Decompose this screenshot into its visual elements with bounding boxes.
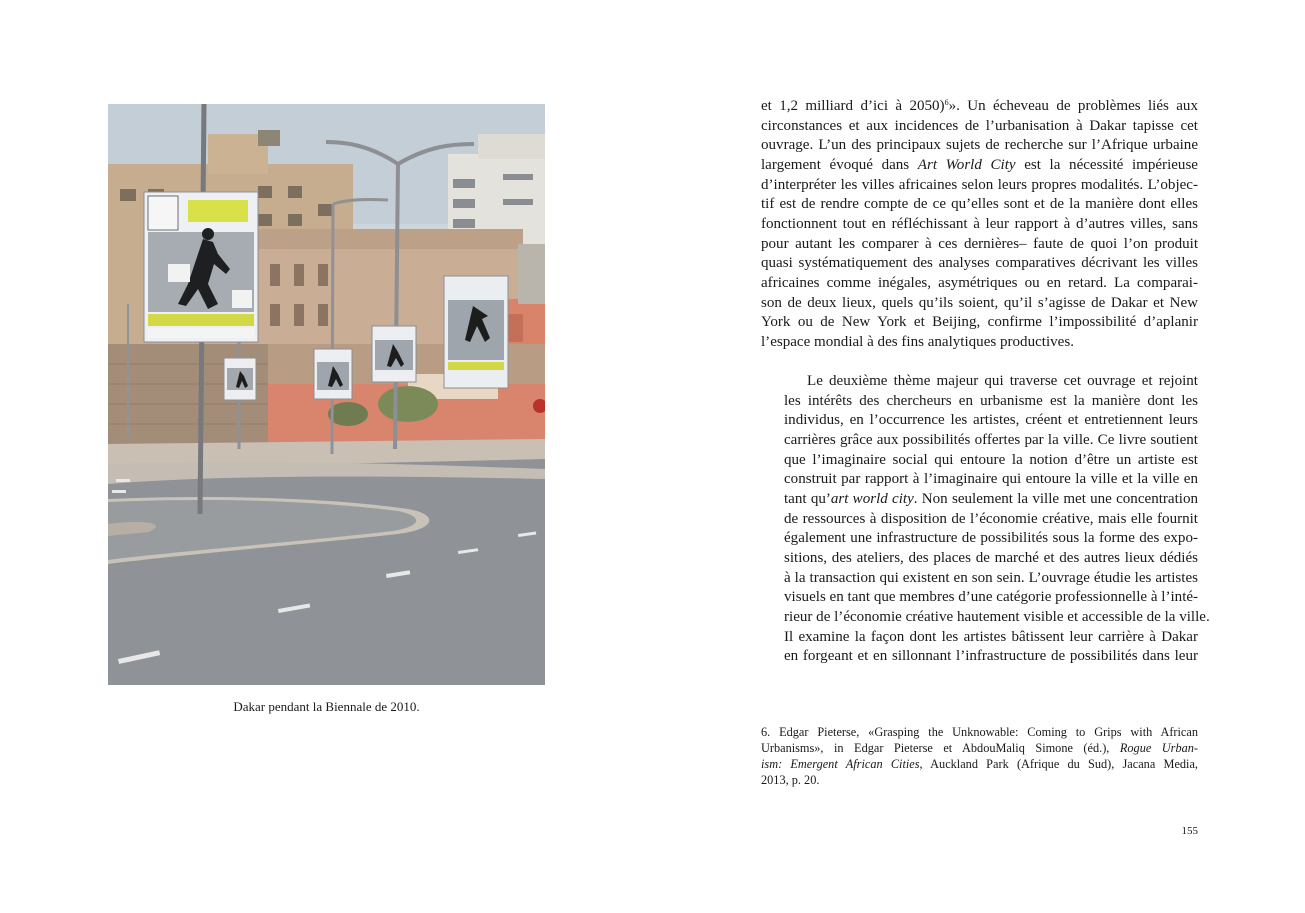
photo-illustration (108, 104, 545, 685)
text-run: l’espace mondial à des fins analytiques productives. (761, 333, 1074, 350)
text-run: largement évoqué dans (761, 156, 918, 173)
text-run: pour autant les comparer à ces dernières– faute de quoi l’on produit (761, 235, 1198, 252)
text-run: ouvrage. L’un des principaux sujets de recherche sur l’Afrique urbaine (761, 137, 1198, 154)
text-run: sitions, des ateliers, des places de marché et des autres lieux dédiés (784, 550, 1198, 567)
text-line (761, 772, 1198, 788)
text-line (761, 136, 1198, 156)
italic-text: ism: Emergent African Cities (761, 757, 920, 771)
text-run: circonstances et aux incidences de l’urbanisation à Dakar tapisse cet (761, 117, 1198, 134)
text-line (761, 215, 1198, 235)
figure-caption: Dakar pendant la Biennale de 2010. (233, 699, 420, 714)
text-line (761, 176, 1198, 196)
text-run: , Auckland Park (Afrique du Sud), Jacana Media, (919, 757, 1198, 771)
text-run: quasi systématiquement des analyses comparatives décrivant les villes (761, 255, 1198, 272)
paragraph (761, 372, 1210, 667)
text-run: carrières grâce aux possibilités offertes par la ville. Ce livre soutient (784, 432, 1198, 449)
text-line (761, 628, 1198, 648)
text-line (761, 235, 1198, 255)
paragraph (761, 97, 1198, 353)
text-line (761, 392, 1198, 412)
text-line (761, 588, 1198, 608)
body-text (761, 97, 1210, 667)
text-line (761, 97, 1198, 117)
photograph-dakar-biennale (108, 104, 545, 685)
text-line (761, 431, 1198, 451)
text-line (761, 254, 1198, 274)
text-line (761, 756, 1198, 772)
text-run: est la nécessité impérieuse (1015, 156, 1198, 173)
text-run: ». Un écheveau de problèmes liés aux (948, 98, 1198, 114)
text-line (761, 274, 1198, 294)
text-run: que l’imaginaire social qui entoure la notion d’être un artiste est (784, 451, 1198, 468)
text-run: en forgeant et en sillonnant l’infrastructure de possibilités dans leur (784, 648, 1198, 665)
text-line (761, 569, 1198, 589)
italic-text: Rogue Urban- (1119, 741, 1199, 755)
text-run: son de deux lieux, quels qu’ils soient, qu’il s’agisse de Dakar et New (761, 294, 1198, 311)
text-line (761, 156, 1198, 176)
text-run: 2013, p. 20. (761, 773, 820, 787)
text-run: tif est de rendre compte de ce qu’elles sont et de la manière dont elles (761, 196, 1198, 213)
text-run: et 1,2 milliard d’ici à 2050) (761, 98, 945, 114)
footnote-ref: 6 (944, 98, 949, 107)
text-run: les intérêts des chercheurs en urbanisme est la manière dont les (784, 392, 1198, 409)
footnote (761, 724, 1198, 788)
italic-text: art world city (830, 491, 914, 508)
text-line (761, 549, 1198, 569)
text-line (761, 294, 1198, 314)
text-line (761, 117, 1198, 137)
text-line (761, 647, 1198, 667)
text-line (761, 510, 1198, 530)
text-line (761, 372, 1198, 392)
text-line (761, 411, 1198, 431)
text-run: africaines comme inégales, asymétriques ou en retard. La comparai- (761, 274, 1198, 291)
text-run: 6. Edgar Pieterse, «Grasping the Unknowable: Coming to Grips with African (761, 725, 1198, 739)
text-run: visuels en tant que membres d’une catégorie professionnelle à l’inté- (784, 589, 1199, 606)
text-run: d’interpréter les villes africaines selon leurs propres modalités. L’objec- (761, 176, 1198, 193)
text-run: York ou de New York et Beijing, confirme l’impossibilité d’aplanir (761, 314, 1198, 331)
text-line (761, 740, 1198, 756)
text-line (761, 470, 1198, 490)
text-run: . Non seulement la ville met une concentration (913, 491, 1198, 508)
page-number: 155 (1181, 825, 1198, 837)
text-run: tant qu’ (784, 491, 831, 508)
text-run: Il examine la façon dont les artistes bâtissent leur carrière à Dakar (784, 628, 1198, 645)
text-line (761, 195, 1198, 215)
text-run: de ressources à disposition de l’économie créative, mais elle fournit (784, 510, 1198, 527)
text-run: construit par rapport à l’imaginaire qui entoure la ville et la ville en (784, 471, 1198, 488)
text-run: Le deuxième thème majeur qui traverse cet ouvrage et rejoint (807, 373, 1198, 390)
text-run: rieur de l’économie créative hautement visible et accessible de la ville. (784, 609, 1210, 626)
text-line (761, 724, 1198, 740)
italic-text: Art World City (917, 156, 1016, 173)
text-line (761, 333, 1198, 353)
text-line (761, 529, 1198, 549)
text-run: également une infrastructure de possibilités sous la forme des expo- (784, 530, 1198, 547)
text-run: Urbanisms», in Edgar Pieterse et AbdouMaliq Simone (éd.), (761, 741, 1120, 755)
text-line (761, 451, 1198, 471)
text-line (761, 313, 1198, 333)
text-run: à la transaction qui existent en son sein. L’ouvrage étudie les artistes (784, 569, 1198, 586)
text-line (761, 490, 1198, 510)
text-run: fonctionnent tout en réfléchissant à leur rapport à d’autres villes, sans (761, 215, 1198, 232)
text-line (761, 608, 1210, 628)
text-run: individus, en l’occurrence les artistes, créent et entretiennent leurs (784, 412, 1198, 429)
